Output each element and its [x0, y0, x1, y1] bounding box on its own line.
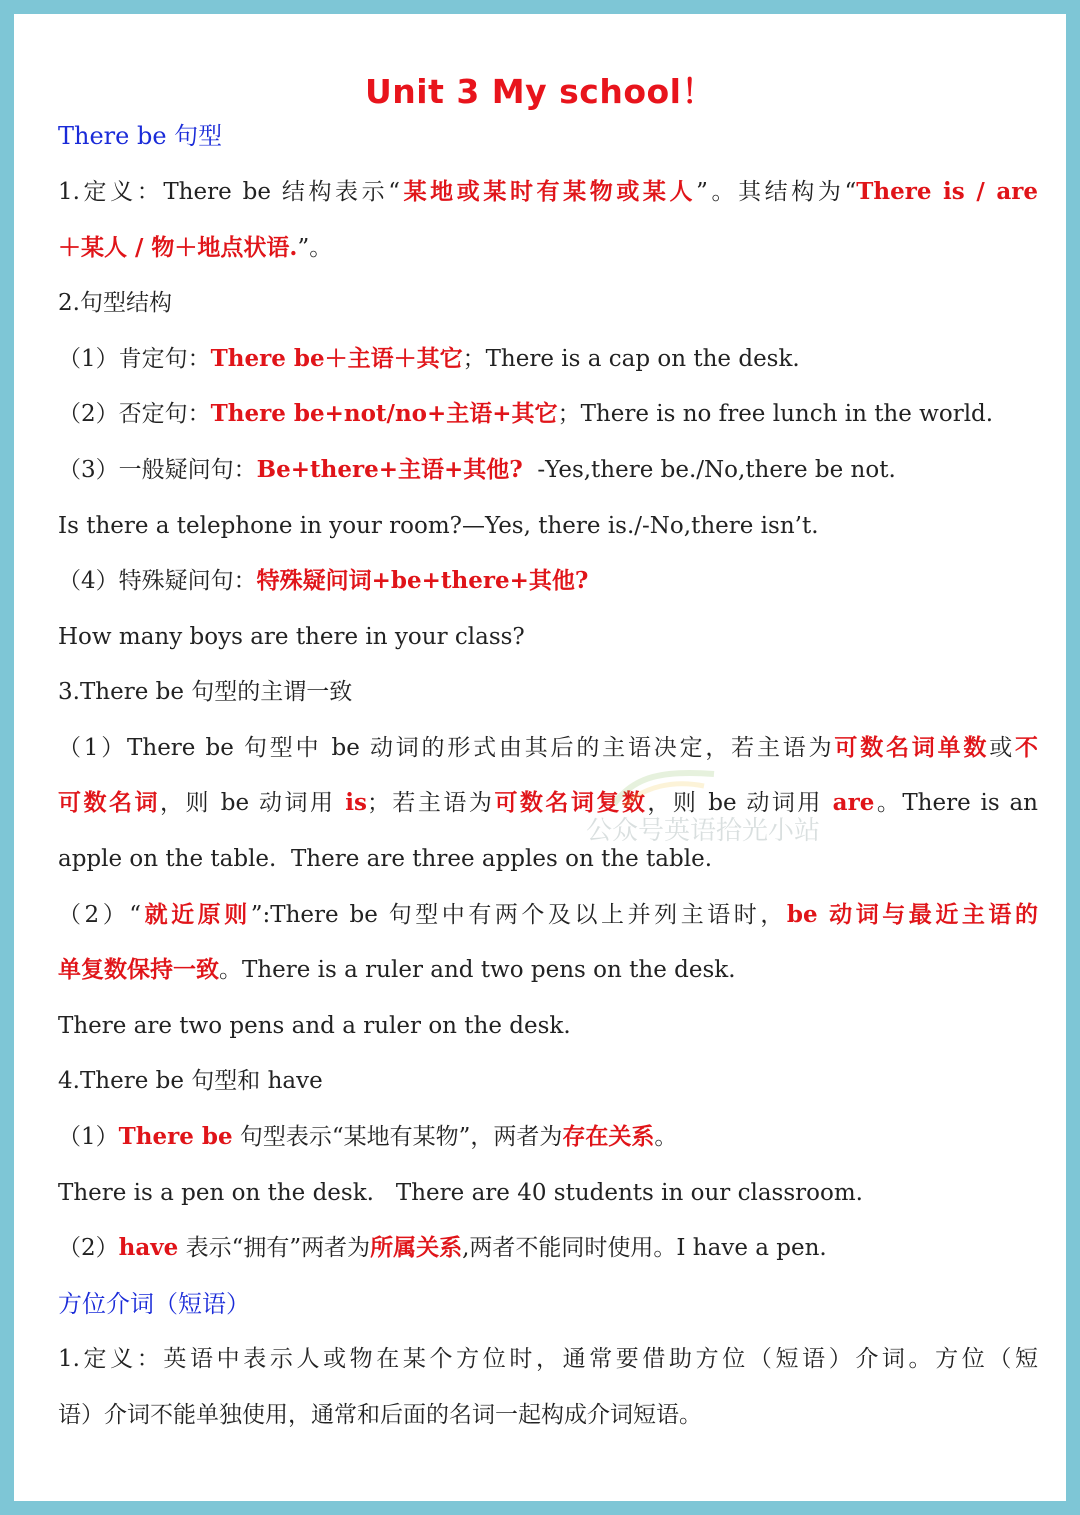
agreement-heading: 3.There be 句型的主谓一致 — [58, 679, 353, 705]
have-rule-1: （1）There be 句型表示“某地有某物”，两者为存在关系。 — [58, 1123, 678, 1150]
definition-line-2: ＋某人 / 物＋地点状语.”。 — [58, 234, 333, 261]
have-rule-1-example: There is a pen on the desk. There are 40 students in our classroom. — [58, 1180, 863, 1206]
general-question-rule: （3）一般疑问句：Be+there+主语+其他? -Yes,there be./No,there be not. — [58, 456, 896, 483]
preposition-definition-line-1: 1.定义：英语中表示人或物在某个方位时，通常要借助方位（短语）介词。方位（短 — [58, 1346, 1038, 1372]
have-heading: 4.There be 句型和 have — [58, 1068, 323, 1094]
have-rule-2: （2）have 表示“拥有”两者为所属关系,两者不能同时使用。I have a pen. — [58, 1234, 827, 1261]
affirmative-rule: （1）肯定句：There be＋主语＋其它；There is a cap on the desk. — [58, 345, 800, 372]
special-question-rule: （4）特殊疑问句：特殊疑问词+be+there+其他? — [58, 567, 589, 594]
page-title: Unit 3 My school！ — [364, 72, 715, 111]
agreement-rule-2-line-2: 单复数保持一致。There is a ruler and two pens on the desk. — [58, 956, 736, 983]
agreement-rule-2-example: There are two pens and a ruler on the desk. — [58, 1013, 571, 1039]
general-question-example: Is there a telephone in your room?—Yes, there is./-No,there isn’t. — [58, 513, 819, 539]
section-heading-prepositions: 方位介词（短语） — [58, 1290, 250, 1318]
preposition-definition-line-2: 语）介词不能单独使用，通常和后面的名词一起构成介词短语。 — [58, 1402, 702, 1428]
watermark-logo-icon — [604, 766, 724, 810]
agreement-rule-1-example: apple on the table. There are three apples on the table. — [58, 846, 713, 872]
negative-rule: （2）否定句：There be+not/no+主语+其它；There is no free lunch in the world. — [58, 400, 994, 427]
section-heading-there-be: There be 句型 — [58, 122, 223, 150]
agreement-rule-1-line-2: 可数名词，则 be 动词用 is；若主语为可数名词复数，则 be 动词用 are。There is an — [58, 789, 1038, 816]
document-page — [14, 14, 1066, 1501]
special-question-example: How many boys are there in your class? — [58, 624, 525, 650]
watermark-text: 公众号英语拾光小站 — [586, 816, 821, 846]
agreement-rule-1-line-1: （1）There be 句型中 be 动词的形式由其后的主语决定，若主语为可数名词单数或不 — [58, 734, 1039, 761]
definition-line-1: 1.定义：There be 结构表示“某地或某时有某物或某人”。其结构为“There is / are — [58, 178, 1039, 205]
structure-heading: 2.句型结构 — [58, 290, 172, 316]
agreement-rule-2-line-1: （2）“就近原则”:There be 句型中有两个及以上并列主语时，be 动词与最近主语的 — [58, 901, 1038, 928]
